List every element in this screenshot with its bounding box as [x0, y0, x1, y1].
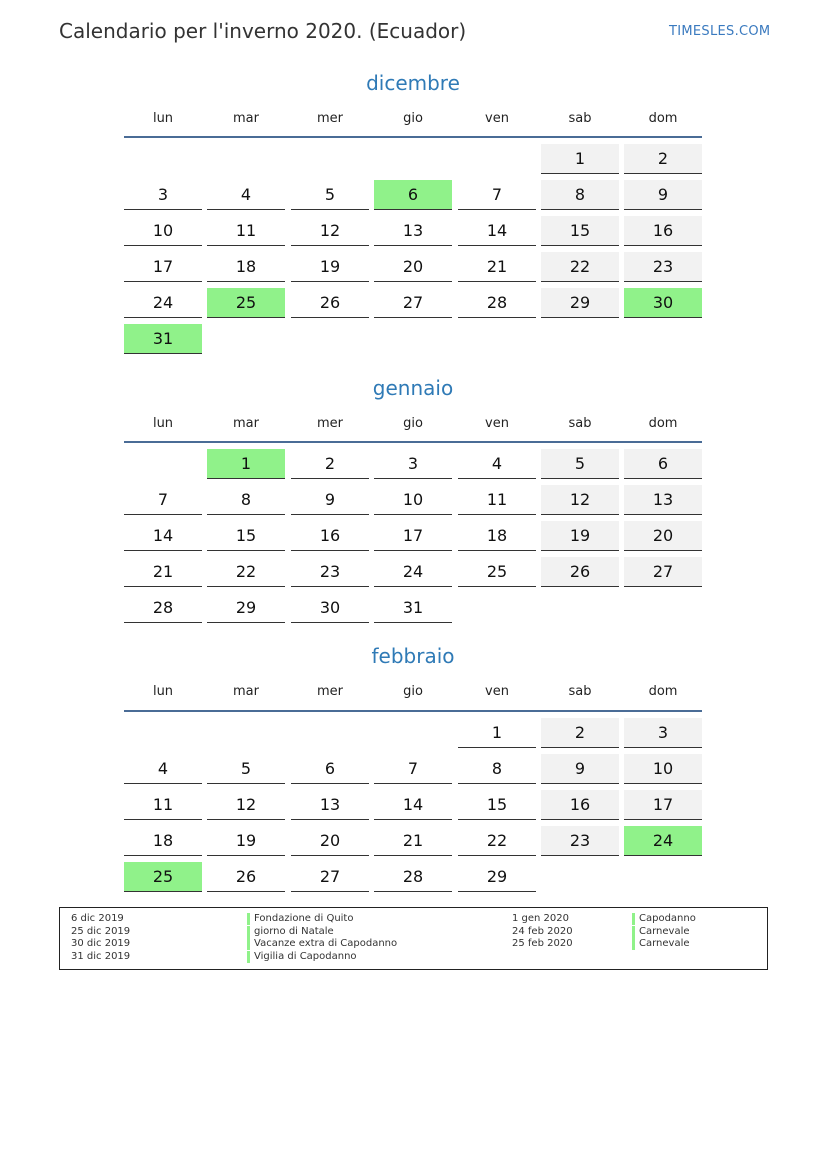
- holiday-day-cell: 6: [374, 180, 452, 210]
- legend-holiday-name: Vigilia di Capodanno: [247, 951, 357, 963]
- day-cell: 14: [374, 790, 452, 820]
- weekday-label: mer: [316, 416, 343, 431]
- day-cell: 26: [207, 862, 285, 892]
- day-cell: 1: [541, 144, 619, 174]
- day-cell: 25: [458, 557, 536, 587]
- day-cell: 10: [624, 754, 702, 784]
- day-cell: 7: [374, 754, 452, 784]
- day-cell: 21: [124, 557, 202, 587]
- weekday-label: mer: [316, 684, 343, 699]
- day-cell: 7: [458, 180, 536, 210]
- weekday-label: ven: [485, 111, 509, 126]
- day-cell: 9: [291, 485, 369, 515]
- weekday-label: ven: [485, 684, 509, 699]
- legend-holiday-name: Capodanno: [632, 913, 696, 925]
- day-cell: 12: [291, 216, 369, 246]
- day-cell: 8: [458, 754, 536, 784]
- day-cell: 9: [541, 754, 619, 784]
- day-cell: 28: [124, 593, 202, 623]
- day-cell: 27: [291, 862, 369, 892]
- weekday-label: sab: [568, 111, 592, 126]
- holiday-day-cell: 24: [624, 826, 702, 856]
- page-title: Calendario per l'inverno 2020. (Ecuador): [59, 19, 467, 43]
- legend-date: 25 feb 2020: [512, 938, 573, 950]
- holiday-day-cell: 1: [207, 449, 285, 479]
- day-cell: 13: [624, 485, 702, 515]
- day-cell: 19: [541, 521, 619, 551]
- month-title: dicembre: [366, 71, 460, 95]
- day-cell: 16: [624, 216, 702, 246]
- legend-date: 24 feb 2020: [512, 925, 573, 937]
- holiday-day-cell: 25: [207, 288, 285, 318]
- day-cell: 14: [124, 521, 202, 551]
- day-cell: 6: [291, 754, 369, 784]
- weekday-label: gio: [403, 111, 423, 126]
- day-cell: 28: [458, 288, 536, 318]
- day-cell: 27: [374, 288, 452, 318]
- holiday-day-cell: 30: [624, 288, 702, 318]
- weekday-divider: [124, 136, 702, 138]
- day-cell: 5: [207, 754, 285, 784]
- weekday-label: lun: [152, 416, 174, 431]
- day-cell: 24: [374, 557, 452, 587]
- weekday-label: lun: [152, 111, 174, 126]
- weekday-label: mar: [233, 416, 259, 431]
- day-cell: 22: [458, 826, 536, 856]
- day-cell: 11: [207, 216, 285, 246]
- day-cell: 10: [374, 485, 452, 515]
- weekday-label: gio: [403, 416, 423, 431]
- day-cell: 3: [374, 449, 452, 479]
- day-cell: 9: [624, 180, 702, 210]
- legend-date: 6 dic 2019: [71, 913, 124, 924]
- day-cell: 17: [124, 252, 202, 282]
- legend-holiday-name: giorno di Natale: [247, 926, 334, 938]
- day-cell: 24: [124, 288, 202, 318]
- day-cell: 23: [541, 826, 619, 856]
- day-cell: 4: [458, 449, 536, 479]
- day-cell: 12: [541, 485, 619, 515]
- day-cell: 5: [291, 180, 369, 210]
- weekday-label: ven: [485, 416, 509, 431]
- day-cell: 2: [624, 144, 702, 174]
- weekday-label: dom: [648, 416, 678, 431]
- holiday-day-cell: 31: [124, 324, 202, 354]
- day-cell: 10: [124, 216, 202, 246]
- weekday-label: gio: [403, 684, 423, 699]
- weekday-divider: [124, 441, 702, 443]
- legend-date: 1 gen 2020: [512, 913, 570, 924]
- day-cell: 26: [291, 288, 369, 318]
- day-cell: 3: [624, 718, 702, 748]
- day-cell: 18: [207, 252, 285, 282]
- day-cell: 29: [207, 593, 285, 623]
- day-cell: 18: [458, 521, 536, 551]
- day-cell: 23: [291, 557, 369, 587]
- day-cell: 22: [541, 252, 619, 282]
- day-cell: 29: [458, 862, 536, 892]
- weekday-label: mar: [233, 111, 259, 126]
- weekday-label: dom: [648, 684, 678, 699]
- weekday-label: mar: [233, 684, 259, 699]
- day-cell: 27: [624, 557, 702, 587]
- holiday-day-cell: 25: [124, 862, 202, 892]
- weekday-label: sab: [568, 684, 592, 699]
- day-cell: 8: [541, 180, 619, 210]
- day-cell: 15: [207, 521, 285, 551]
- day-cell: 19: [291, 252, 369, 282]
- day-cell: 21: [374, 826, 452, 856]
- day-cell: 13: [374, 216, 452, 246]
- site-link[interactable]: TIMESLES.COM: [669, 24, 771, 39]
- day-cell: 17: [624, 790, 702, 820]
- weekday-label: dom: [648, 111, 678, 126]
- day-cell: 12: [207, 790, 285, 820]
- legend-holiday-name: Vacanze extra di Capodanno: [247, 938, 397, 950]
- day-cell: 23: [624, 252, 702, 282]
- month-title: gennaio: [372, 376, 454, 400]
- day-cell: 11: [458, 485, 536, 515]
- day-cell: 5: [541, 449, 619, 479]
- weekday-label: sab: [568, 416, 592, 431]
- holiday-legend: [59, 907, 768, 970]
- day-cell: 7: [124, 485, 202, 515]
- day-cell: 30: [291, 593, 369, 623]
- day-cell: 8: [207, 485, 285, 515]
- day-cell: 4: [124, 754, 202, 784]
- day-cell: 16: [291, 521, 369, 551]
- day-cell: 17: [374, 521, 452, 551]
- day-cell: 20: [374, 252, 452, 282]
- day-cell: 2: [541, 718, 619, 748]
- legend-date: 25 dic 2019: [71, 925, 131, 937]
- day-cell: 31: [374, 593, 452, 623]
- day-cell: 20: [624, 521, 702, 551]
- weekday-divider: [124, 710, 702, 712]
- day-cell: 20: [291, 826, 369, 856]
- day-cell: 3: [124, 180, 202, 210]
- day-cell: 13: [291, 790, 369, 820]
- legend-holiday-name: Fondazione di Quito: [247, 913, 353, 925]
- day-cell: 15: [541, 216, 619, 246]
- day-cell: 1: [458, 718, 536, 748]
- day-cell: 29: [541, 288, 619, 318]
- day-cell: 2: [291, 449, 369, 479]
- weekday-label: lun: [152, 684, 174, 699]
- day-cell: 18: [124, 826, 202, 856]
- day-cell: 16: [541, 790, 619, 820]
- day-cell: 26: [541, 557, 619, 587]
- day-cell: 22: [207, 557, 285, 587]
- weekday-label: mer: [316, 111, 343, 126]
- day-cell: 28: [374, 862, 452, 892]
- legend-date: 31 dic 2019: [71, 950, 131, 962]
- day-cell: 21: [458, 252, 536, 282]
- legend-holiday-name: Carnevale: [632, 926, 690, 938]
- day-cell: 4: [207, 180, 285, 210]
- day-cell: 15: [458, 790, 536, 820]
- day-cell: 19: [207, 826, 285, 856]
- legend-holiday-name: Carnevale: [632, 938, 690, 950]
- day-cell: 11: [124, 790, 202, 820]
- day-cell: 6: [624, 449, 702, 479]
- legend-date: 30 dic 2019: [71, 938, 131, 950]
- day-cell: 14: [458, 216, 536, 246]
- month-title: febbraio: [371, 644, 455, 668]
